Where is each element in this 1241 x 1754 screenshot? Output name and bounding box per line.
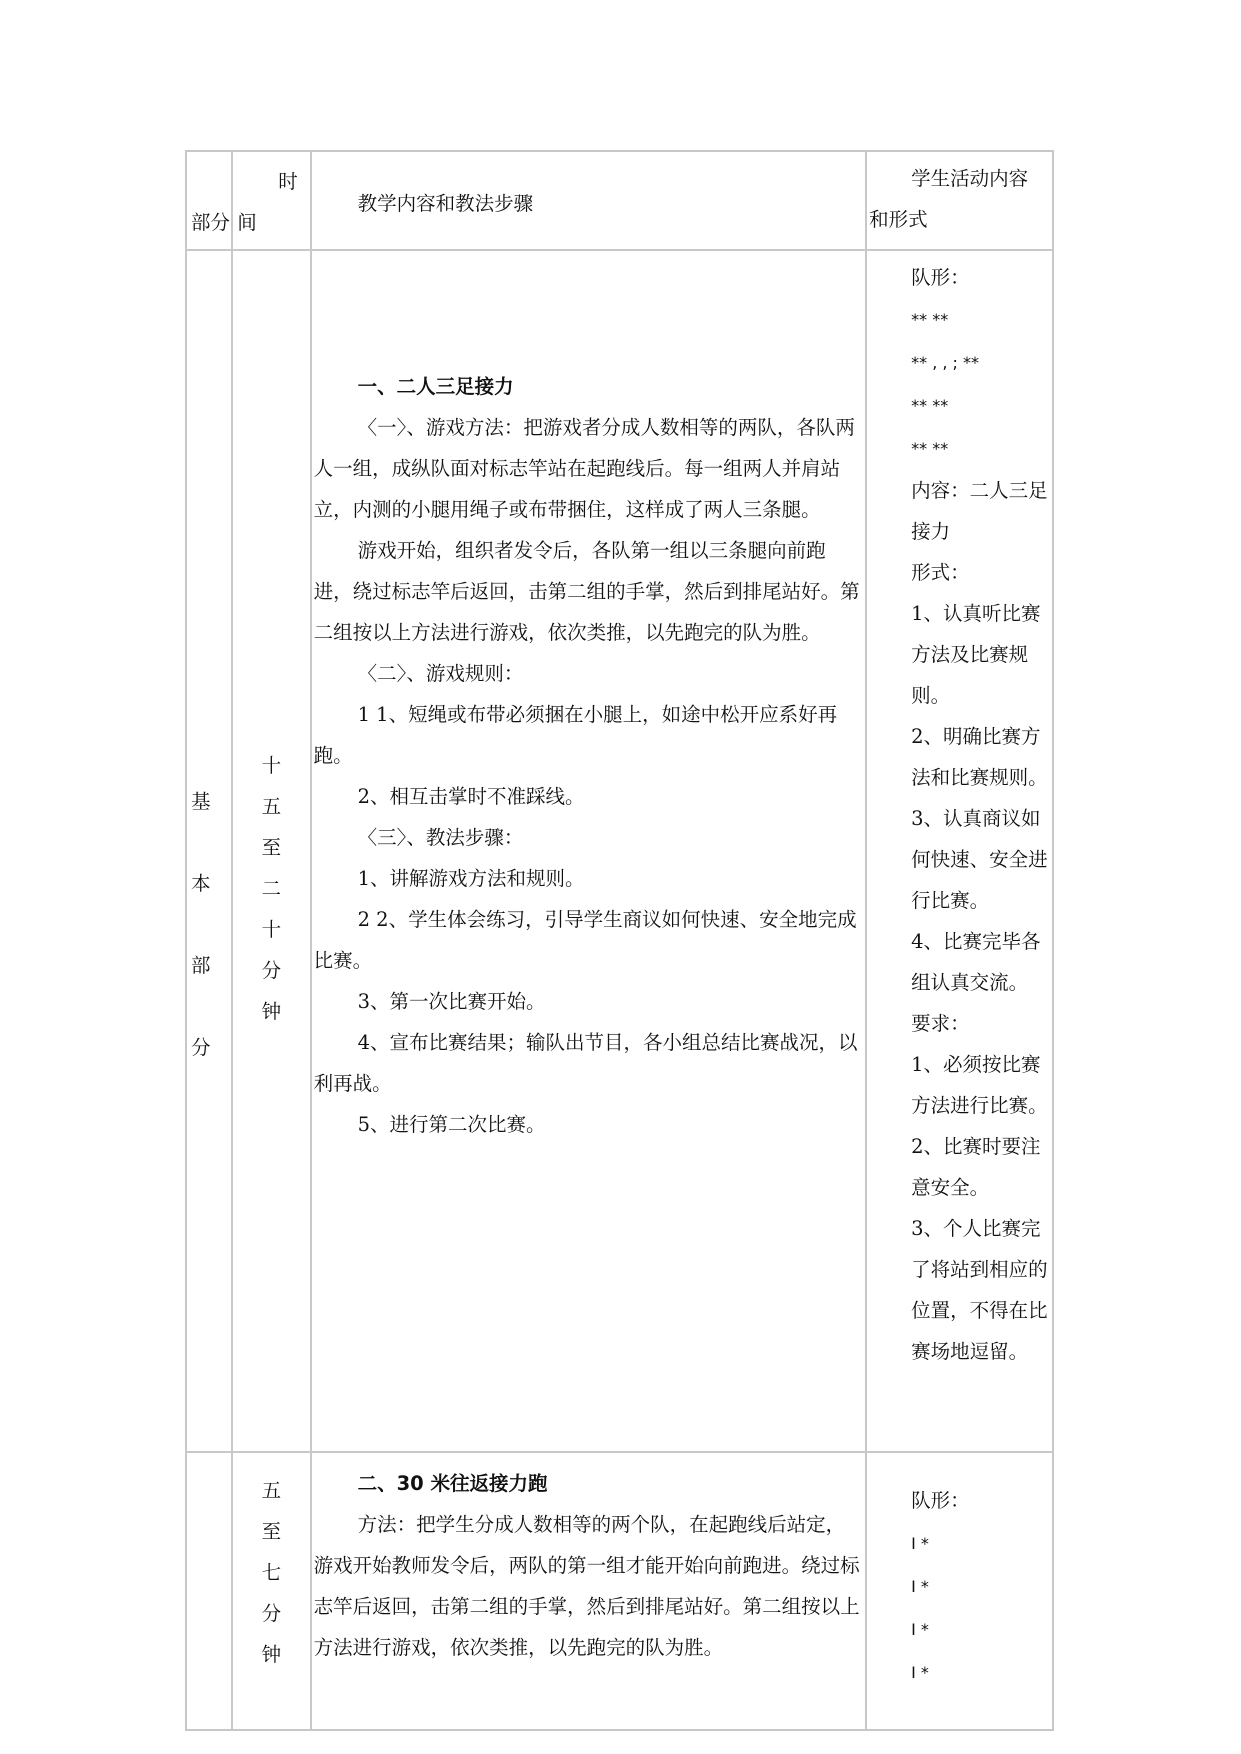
student-activity-cell: [866, 250, 1053, 1452]
paragraph: 游戏开始，组织者发令后，各队第一组以三条腿向前跑进，绕过标志竿后返回，击第二组的手掌，然后到排尾站好。第二组按以上方法进行游戏，依次类推，以先跑完的队为胜。: [313, 539, 860, 644]
paragraph: 〈一〉、游戏方法：把游戏者分成人数相等的两队，各队两人一组，成纵队面对标志竿站在起跑线后。每一组两人并肩站立，内测的小腿用绳子或布带捆住，这样成了两人三条腿。: [313, 416, 855, 521]
header-content-cell: [311, 151, 867, 250]
paragraph: 5、进行第二次比赛。: [357, 1113, 546, 1136]
form-item: 3、认真商议如何快速、安全进行比赛。: [911, 807, 1048, 912]
header-student-line2: 和形式: [869, 208, 928, 231]
time-char: 至: [261, 1520, 282, 1543]
formation-label: 队形：: [911, 266, 970, 289]
time-char: 十: [261, 754, 282, 777]
time-char: 至: [261, 836, 282, 859]
header-part-cell: [186, 151, 232, 250]
time-char: 钟: [261, 1000, 282, 1023]
formation-line: I *: [911, 1534, 929, 1553]
table-header-row: [186, 151, 1053, 250]
formation-line: I *: [911, 1620, 929, 1639]
time-char: 分: [261, 1602, 282, 1625]
header-content: 教学内容和教法步骤: [357, 192, 534, 215]
part-cell-empty: [186, 1452, 232, 1730]
requirement-item: 2、比赛时要注意安全。: [911, 1135, 1041, 1199]
part-cell: [186, 250, 232, 1452]
paragraph: 方法：把学生分成人数相等的两个队，在起跑线后站定，游戏开始教师发令后，两队的第一组才能开始向前跑进。绕过标志竿后返回，击第二组的手掌，然后到排尾站好。第二组按以上方法进行游戏，依次类推，以先跑完的队为胜。: [313, 1513, 860, 1659]
time-cell: [232, 1452, 310, 1730]
formation-line: ** **: [911, 310, 949, 329]
paragraph: 2、相互击掌时不准踩线。: [357, 785, 585, 808]
requirement-item: 3、个人比赛完了将站到相应的位置，不得在比赛场地逗留。: [911, 1217, 1048, 1363]
formation-line: ** **: [911, 396, 949, 415]
form-label: 形式：: [911, 561, 970, 584]
paragraph: 1、讲解游戏方法和规则。: [357, 867, 585, 890]
form-item: 4、比赛完毕各组认真交流。: [911, 930, 1041, 994]
time-vertical-text: [233, 745, 309, 1032]
paragraph: 3、第一次比赛开始。: [357, 990, 546, 1013]
header-time-bottom: 间: [237, 211, 257, 234]
time-char: 五: [261, 1479, 282, 1502]
formation-line: I *: [911, 1577, 929, 1596]
time-char: 钟: [261, 1643, 282, 1666]
part-char: 分: [191, 1036, 211, 1059]
section-heading: 一、二人三足接力: [357, 375, 514, 398]
formation-line: I *: [911, 1663, 929, 1682]
part-vertical-text: [187, 761, 231, 1089]
table-row-relay: [186, 1452, 1053, 1730]
part-char: 基: [191, 790, 211, 813]
requirement-label: 要求：: [911, 1012, 970, 1035]
requirement-item: 1、必须按比赛方法进行比赛。: [911, 1053, 1048, 1117]
table-row-basic-part: [186, 250, 1053, 1452]
time-vertical-text: [233, 1470, 309, 1675]
time-char: 五: [261, 795, 282, 818]
paragraph: 〈三〉、教法步骤：: [357, 826, 524, 849]
formation-line: ** **: [911, 439, 949, 458]
header-time-top: 时: [278, 170, 298, 193]
paragraph: 4、宣布比赛结果；输队出节目，各小组总结比赛战况，以利再战。: [313, 1031, 858, 1095]
time-char: 七: [261, 1561, 282, 1584]
student-activity-cell: [866, 1452, 1053, 1730]
header-student-line1: 学生活动内容: [911, 167, 1029, 190]
formation-line: ** , , ; **: [911, 353, 980, 372]
part-char: 部: [191, 954, 211, 977]
part-char: 本: [191, 872, 211, 895]
time-char: 二: [261, 877, 282, 900]
form-item: 1、认真听比赛方法及比赛规则。: [911, 602, 1041, 707]
paragraph: 〈二〉、游戏规则：: [357, 662, 524, 685]
lesson-plan-sheet: [185, 150, 1054, 1731]
paragraph: 1 1、短绳或布带必须捆在小腿上，如途中松开应系好再跑。: [313, 703, 838, 767]
section-heading: 二、30 米往返接力跑: [357, 1472, 548, 1495]
form-item: 2、明确比赛方法和比赛规则。: [911, 725, 1048, 789]
header-student-cell: [866, 151, 1053, 250]
paragraph: 2 2、学生体会练习，引导学生商议如何快速、安全地完成比赛。: [313, 908, 857, 972]
time-cell: [232, 250, 310, 1452]
formation-label: 队形：: [911, 1489, 970, 1512]
content-label: 内容：二人三足接力: [911, 479, 1048, 543]
teaching-content-cell: [311, 1452, 867, 1730]
teaching-content-cell: [311, 250, 867, 1452]
time-char: 十: [261, 918, 282, 941]
header-part: 部分: [191, 211, 231, 234]
header-time-cell: [232, 151, 310, 250]
lesson-plan-table: [185, 150, 1054, 1731]
time-char: 分: [261, 959, 282, 982]
